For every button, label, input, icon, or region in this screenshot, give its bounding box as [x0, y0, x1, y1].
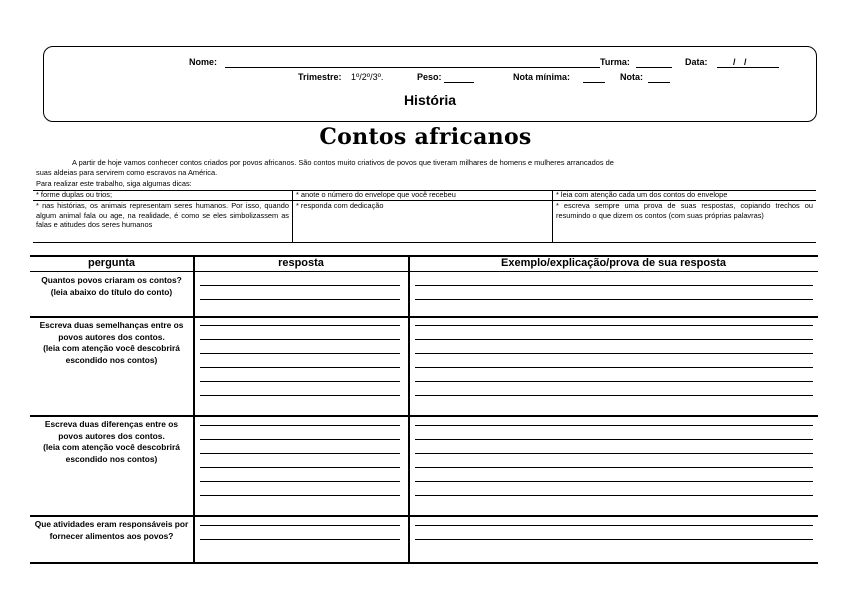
trimester-options: 1º/2º/3º.	[351, 72, 384, 82]
date-field[interactable]	[717, 67, 779, 68]
evidence-line[interactable]	[415, 367, 813, 368]
tip-pairs: * forme duplas ou trios;	[36, 190, 112, 199]
tip-write-proof: * escreva sempre uma prova de suas respostas, copiando trechos ou resumindo o que dizem os contos (com suas próprias palavras)	[556, 201, 813, 220]
intro-line-2: suas aldeias para servirem como escravos na América.	[36, 168, 218, 177]
evidence-line[interactable]	[415, 439, 813, 440]
answer-line[interactable]	[200, 525, 400, 526]
question-3: Escreva duas diferenças entre os povos autores dos contos. (leia com atenção você descobrirá escondido nos contos)	[43, 419, 180, 464]
date-slashes: / /	[733, 57, 747, 67]
weight-field[interactable]	[444, 82, 474, 83]
col-header-question: pergunta	[87, 257, 136, 269]
answer-line[interactable]	[200, 453, 400, 454]
col-header-evidence: Exemplo/explicação/prova de sua resposta	[501, 257, 726, 269]
evidence-line[interactable]	[415, 381, 813, 382]
class-field[interactable]	[636, 67, 672, 68]
row-separator	[30, 415, 818, 417]
question-4: Que atividades eram responsáveis por fornecer alimentos aos povos?	[34, 519, 189, 541]
evidence-line[interactable]	[415, 495, 813, 496]
page-title: Contos africanos	[319, 124, 532, 150]
table-bottom-border	[30, 562, 818, 564]
tip-envelope-number: * anote o número do envelope que você recebeu	[296, 190, 456, 199]
tips-bottom-line	[33, 242, 816, 243]
evidence-line[interactable]	[415, 299, 813, 300]
weight-label: Peso:	[417, 72, 442, 82]
answer-line[interactable]	[200, 367, 400, 368]
question-1: Quantos povos criaram os contos? (leia abaixo do título do conto)	[41, 275, 182, 297]
answer-line[interactable]	[200, 285, 400, 286]
subject-title: História	[403, 92, 457, 108]
evidence-line[interactable]	[415, 453, 813, 454]
answer-line[interactable]	[200, 353, 400, 354]
min-grade-label: Nota mínima:	[513, 72, 571, 82]
intro-instruction: Para realizar este trabalho, siga algumas dicas:	[36, 179, 192, 188]
answer-line[interactable]	[200, 395, 400, 396]
question-2: Escreva duas semelhanças entre os povos autores dos contos. (leia com atenção você descobrirá escondido nos contos)	[39, 320, 184, 365]
grade-label: Nota:	[620, 72, 643, 82]
evidence-line[interactable]	[415, 481, 813, 482]
row-separator	[30, 515, 818, 517]
col-header-answer: resposta	[278, 257, 324, 269]
evidence-line[interactable]	[415, 353, 813, 354]
header-bottom-border	[30, 271, 818, 272]
date-label: Data:	[685, 57, 708, 67]
answer-line[interactable]	[200, 325, 400, 326]
answer-line[interactable]	[200, 299, 400, 300]
grade-field[interactable]	[648, 82, 670, 83]
trimester-label: Trimestre:	[298, 72, 342, 82]
name-label: Nome:	[189, 57, 218, 67]
tip-read-tales: * leia com atenção cada um dos contos do envelope	[556, 190, 728, 199]
answer-line[interactable]	[200, 467, 400, 468]
class-label: Turma:	[600, 57, 630, 67]
name-field[interactable]	[225, 67, 600, 68]
answer-line[interactable]	[200, 425, 400, 426]
evidence-line[interactable]	[415, 325, 813, 326]
answer-line[interactable]	[200, 381, 400, 382]
header-box	[43, 46, 817, 122]
min-grade-field[interactable]	[583, 82, 605, 83]
answer-line[interactable]	[200, 439, 400, 440]
tip-animals: * nas histórias, os animais representam seres humanos. Por isso, quando algum animal fala ou age, na realidade, é como se eles simbolizassem as falas e atitudes dos seres humanos	[36, 201, 289, 230]
answer-line[interactable]	[200, 481, 400, 482]
intro-line-1: A partir de hoje vamos conhecer contos criados por povos africanos. São contos muito criativos de povos que tiveram milhares de homens e mulheres arrancados de	[72, 158, 614, 167]
tips-table	[33, 190, 816, 243]
evidence-line[interactable]	[415, 425, 813, 426]
evidence-line[interactable]	[415, 395, 813, 396]
evidence-line[interactable]	[415, 285, 813, 286]
evidence-line[interactable]	[415, 525, 813, 526]
tip-dedication: * responda com dedicação	[296, 201, 384, 210]
answer-line[interactable]	[200, 495, 400, 496]
evidence-line[interactable]	[415, 467, 813, 468]
evidence-line[interactable]	[415, 339, 813, 340]
worksheet-table	[30, 255, 818, 564]
evidence-line[interactable]	[415, 539, 813, 540]
answer-line[interactable]	[200, 339, 400, 340]
answer-line[interactable]	[200, 539, 400, 540]
row-separator	[30, 316, 818, 318]
